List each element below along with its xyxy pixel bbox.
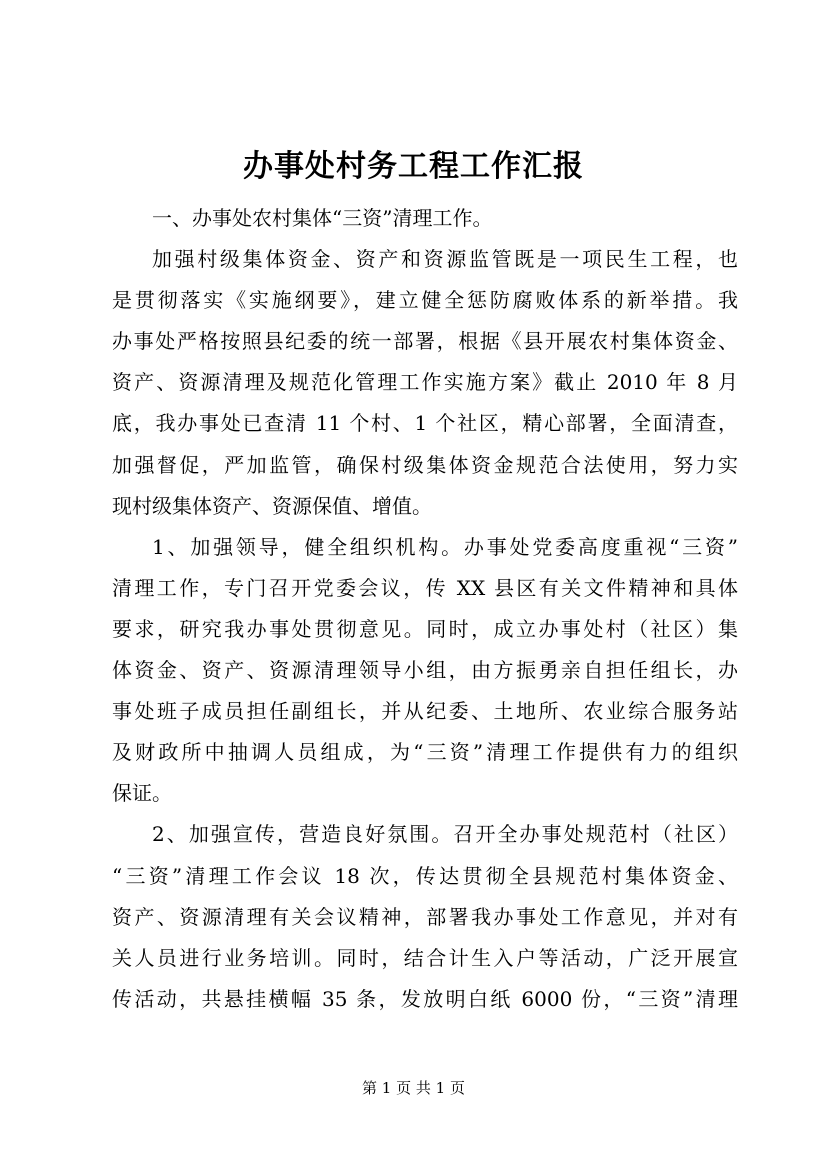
paragraph-line: 要求，研究我办事处贯彻意见。同时，成立办事处村（社区）集 [112,616,738,641]
paragraph-line: 2、加强宣传，营造良好氛围。召开全办事处规范村（社区） [152,822,738,847]
paragraph-line: 清理工作，专门召开党委会议，传 XX 县区有关文件精神和具体 [112,575,738,600]
section-heading: 一、办事处农村集体“三资”清理工作。 [152,206,493,230]
document-title: 办事处村务工程工作汇报 [243,149,584,184]
paragraph-line: 加强村级集体资金、资产和资源监管既是一项民生工程，也 [152,247,738,272]
paragraph-line: 现村级集体资产、资源保值、增值。 [112,493,432,518]
paragraph-line: 加强督促，严加监管，确保村级集体资金规范合法使用，努力实 [112,452,738,477]
paragraph-line: 保证。 [112,781,172,806]
document-body [112,198,738,1020]
paragraph-line: 事处班子成员担任副组长，并从纪委、土地所、农业综合服务站 [112,699,738,724]
paragraph-line: 体资金、资产、资源清理领导小组，由方振勇亲自担任组长，办 [112,658,738,683]
paragraph-line: 传活动，共悬挂横幅 35 条，发放明白纸 6000 份，“三资”清理 [112,986,738,1011]
page-footer: 第 1 页 共 1 页 [362,1079,465,1097]
paragraph-line: 是贯彻落实《实施纲要》，建立健全惩防腐败体系的新举措。我 [112,288,738,313]
paragraph-line: 及财政所中抽调人员组成，为“三资”清理工作提供有力的组织 [112,740,738,765]
paragraph-line: 1、加强领导，健全组织机构。办事处党委高度重视“三资” [152,534,738,559]
paragraph-line: “三资”清理工作会议 18 次，传达贯彻全县规范村集体资金、 [112,863,738,888]
paragraph-line: 底，我办事处已查清 11 个村、1 个社区，精心部署，全面清查， [112,411,738,436]
paragraph-line: 关人员进行业务培训。同时，结合计生入户等活动，广泛开展宣 [112,945,738,970]
paragraph-line: 办事处严格按照县纪委的统一部署，根据《县开展农村集体资金、 [112,329,738,354]
paragraph-line: 资产、资源清理有关会议精神，部署我办事处工作意见，并对有 [112,904,738,929]
paragraph-line: 资产、资源清理及规范化管理工作实施方案》截止 2010 年 8 月 [112,370,738,395]
